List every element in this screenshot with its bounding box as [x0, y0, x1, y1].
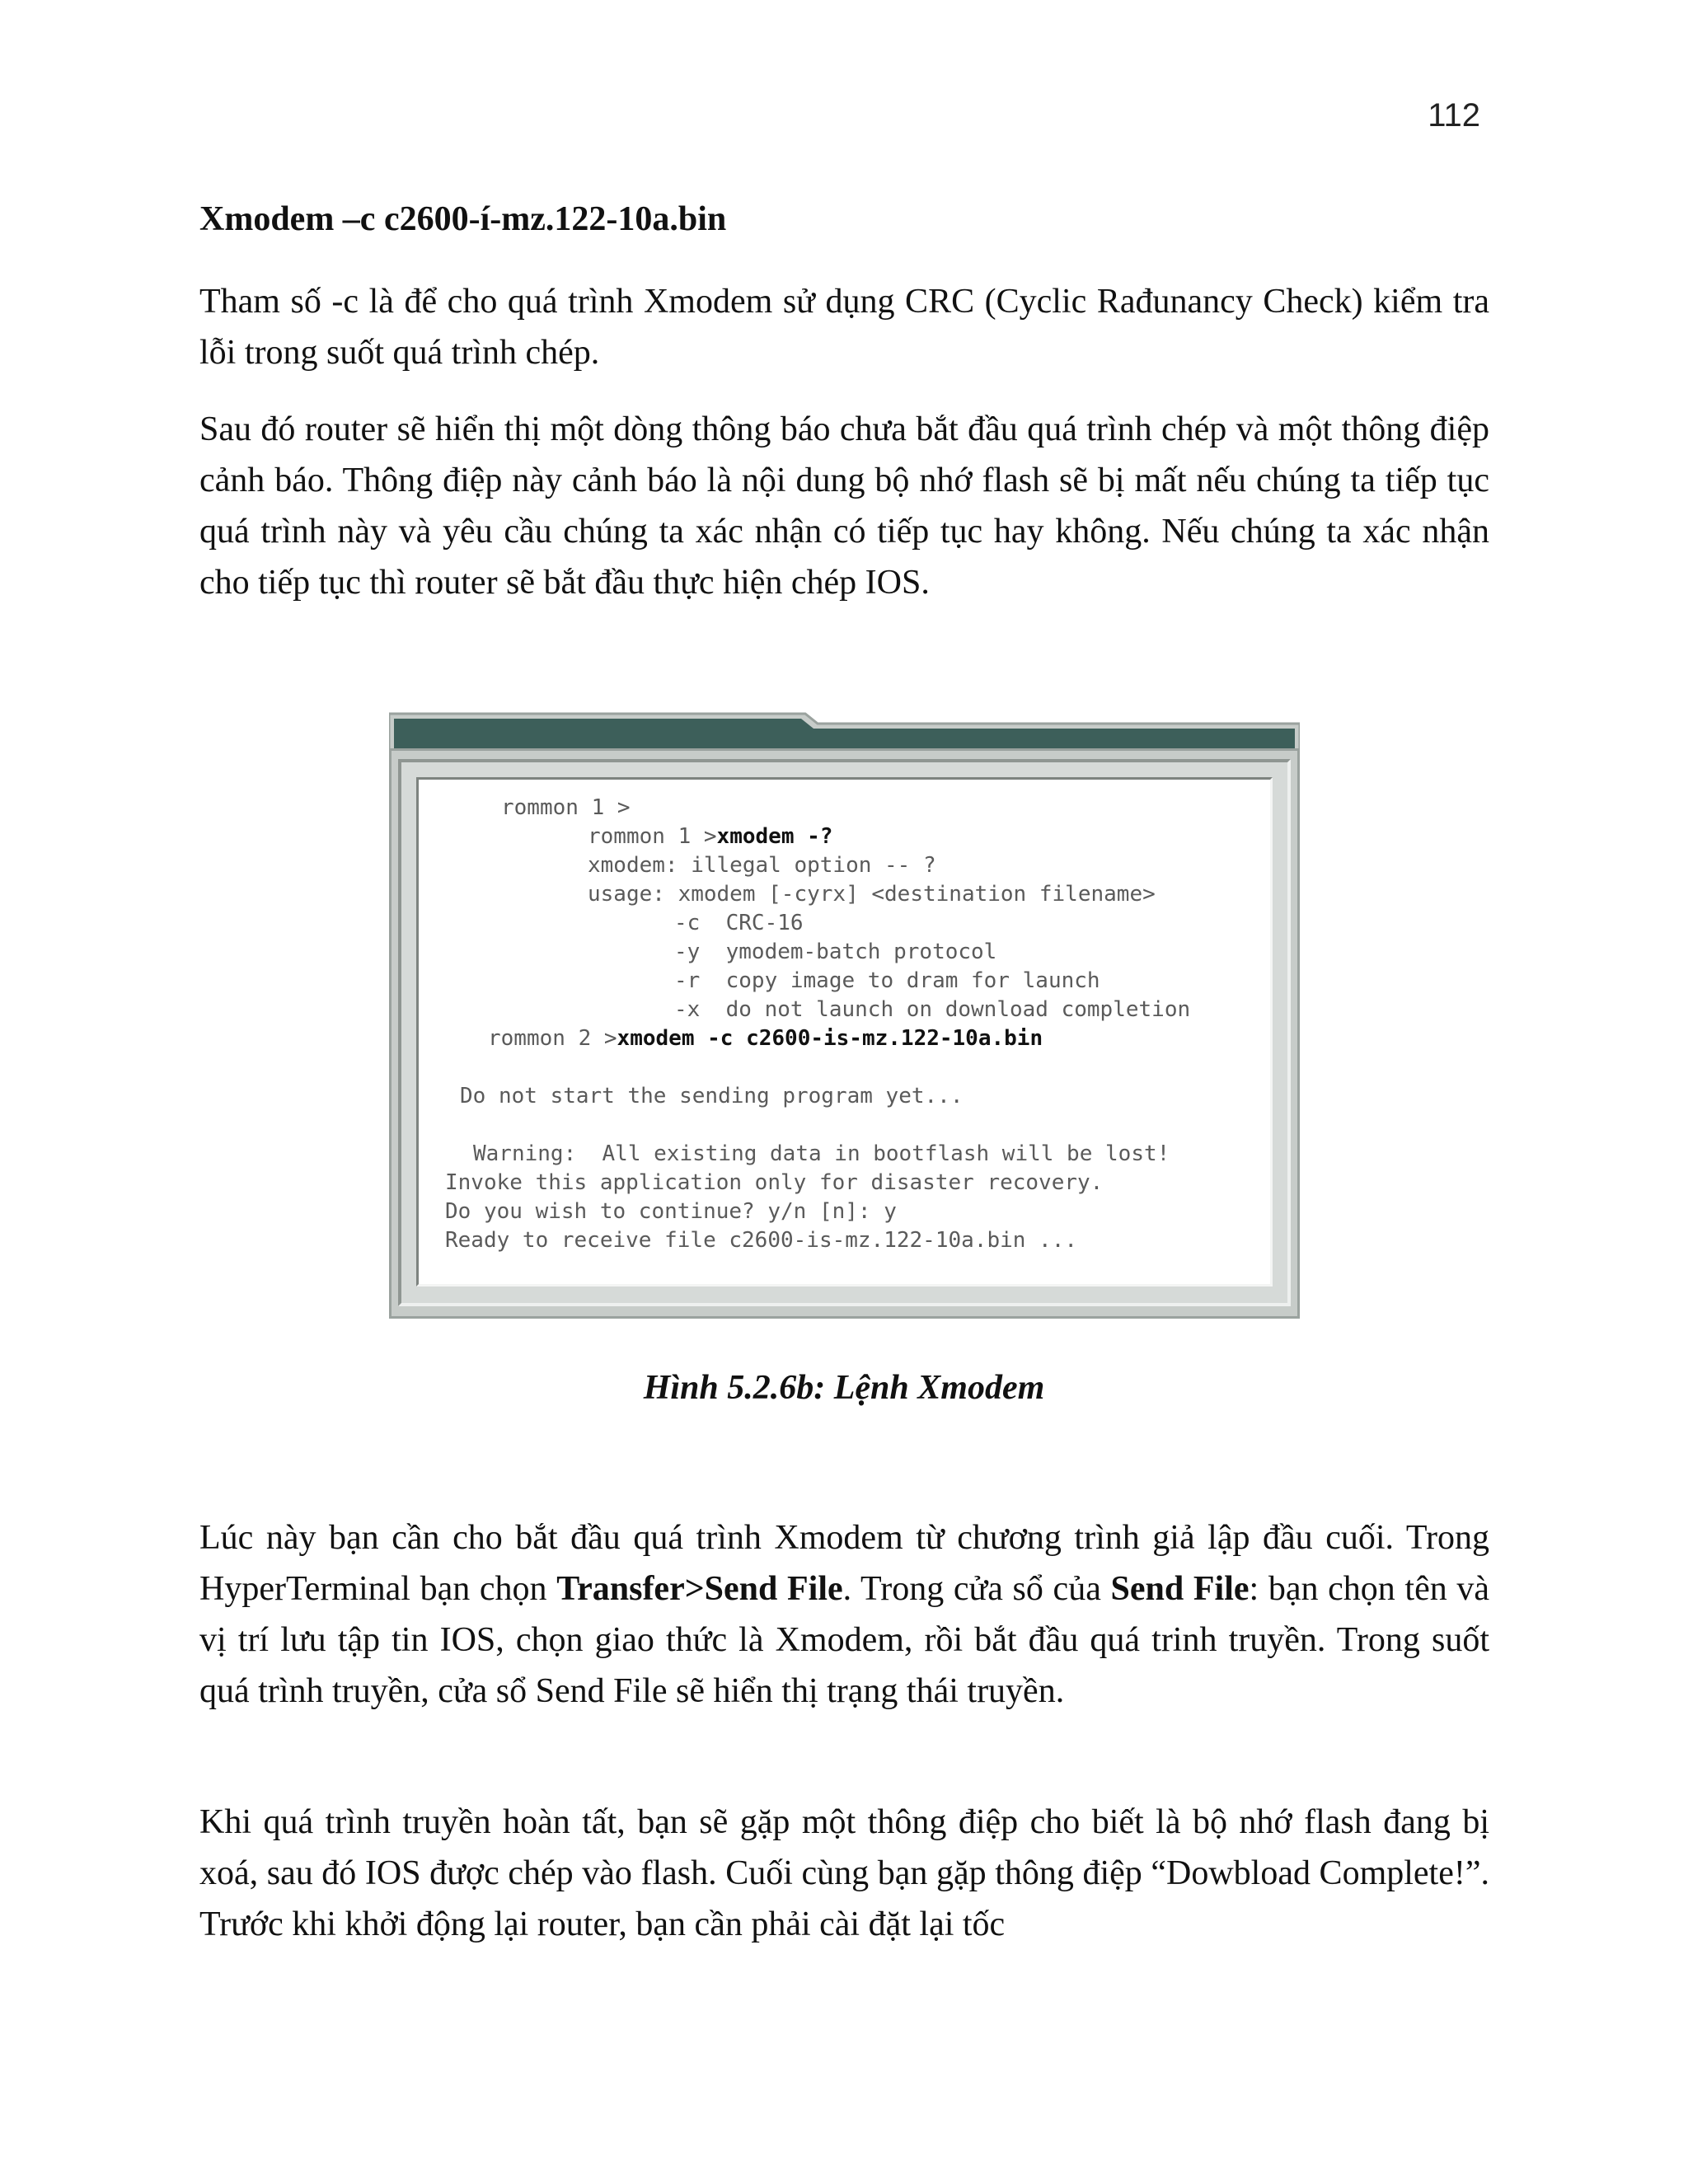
terminal-output: [416, 777, 1273, 1286]
paragraph-crc-explanation: Tham số -c là để cho quá trình Xmodem sử dụng CRC (Cyclic Rađunancy Check) kiểm tra lỗi trong suốt quá trình chép.: [199, 283, 1489, 372]
terminal-line: -c CRC-16: [674, 911, 804, 935]
terminal-line: rommon 1 >: [501, 795, 631, 820]
terminal-command: xmodem -?: [716, 824, 833, 849]
figure-caption: Hình 5.2.6b: Lệnh Xmodem: [643, 1369, 1045, 1407]
paragraph-transfer-complete: Khi quá trình truyền hoàn tất, bạn sẽ gặp một thông điệp cho biết là bộ nhớ flash đang bị xoá, sau đó IOS được chép vào flash. Cuối cùng bạn gặp thông điệp “Dowbload Complete!”. Trước khi khởi động lại router, bạn cần phải cài đặt lại tốc: [199, 1803, 1489, 1943]
section-heading: Xmodem –c c2600-í-mz.122-10a.bin: [199, 200, 727, 238]
terminal-line: -r copy image to dram for launch: [674, 968, 1100, 993]
terminal-line: -x do not launch on download completion: [674, 997, 1191, 1022]
terminal-command: xmodem -c c2600-is-mz.122-10a.bin: [617, 1026, 1043, 1051]
terminal-line: -y ymodem-batch protocol: [674, 940, 997, 964]
terminal-line: Do not start the sending program yet...: [460, 1084, 964, 1108]
terminal-line: Ready to receive file c2600-is-mz.122-10a.bin ...: [445, 1228, 1078, 1253]
terminal-line: Warning: All existing data in bootflash will be lost!: [473, 1141, 1170, 1166]
terminal-line: rommon 2 >xmodem -c c2600-is-mz.122-10a.bin: [488, 1026, 1043, 1051]
page-number: 112: [1428, 97, 1480, 134]
terminal-line: usage: xmodem [-cyrx] <destination filename>: [588, 882, 1156, 907]
terminal-line: Invoke this application only for disaster recovery.: [445, 1170, 1104, 1195]
terminal-line: xmodem: illegal option -- ?: [588, 853, 936, 878]
terminal-figure: [389, 709, 1300, 1319]
menu-path-transfer-send-file: Transfer>Send File: [556, 1570, 843, 1608]
terminal-line: Do you wish to continue? y/n [n]: y: [445, 1199, 897, 1224]
paragraph-warning-message: Sau đó router sẽ hiển thị một dòng thông báo chưa bắt đầu quá trình chép và một thông điệp cảnh báo. Thông điệp này cảnh báo là nội dung bộ nhớ flash sẽ bị mất nếu chúng ta tiếp tục quá trình này và yêu cầu chúng ta xác nhận có tiếp tục hay không. Nếu chúng ta xác nhận cho tiếp tục thì router sẽ bắt đầu thực hiện chép IOS.: [199, 410, 1489, 602]
window-title-tab: [389, 709, 1300, 750]
paragraph-hyperterminal-steps: Lúc này bạn cần cho bắt đầu quá trình Xmodem từ chương trình giả lập đầu cuối. Trong HyperTerminal bạn chọn Transfer>Send File. Trong cửa sổ của Send File: bạn chọn tên và vị trí lưu tập tin IOS, chọn giao thức là Xmodem, rồi bắt đầu quá trinh truyền. Trong suốt quá trình truyền, cửa sổ Send File sẽ hiển thị trạng thái truyền.: [199, 1519, 1490, 1710]
window-bevel: [398, 759, 1291, 1306]
terminal-line: rommon 1 >xmodem -?: [588, 824, 833, 849]
send-file-label: Send File: [1110, 1570, 1250, 1608]
window-frame: [389, 748, 1300, 1319]
